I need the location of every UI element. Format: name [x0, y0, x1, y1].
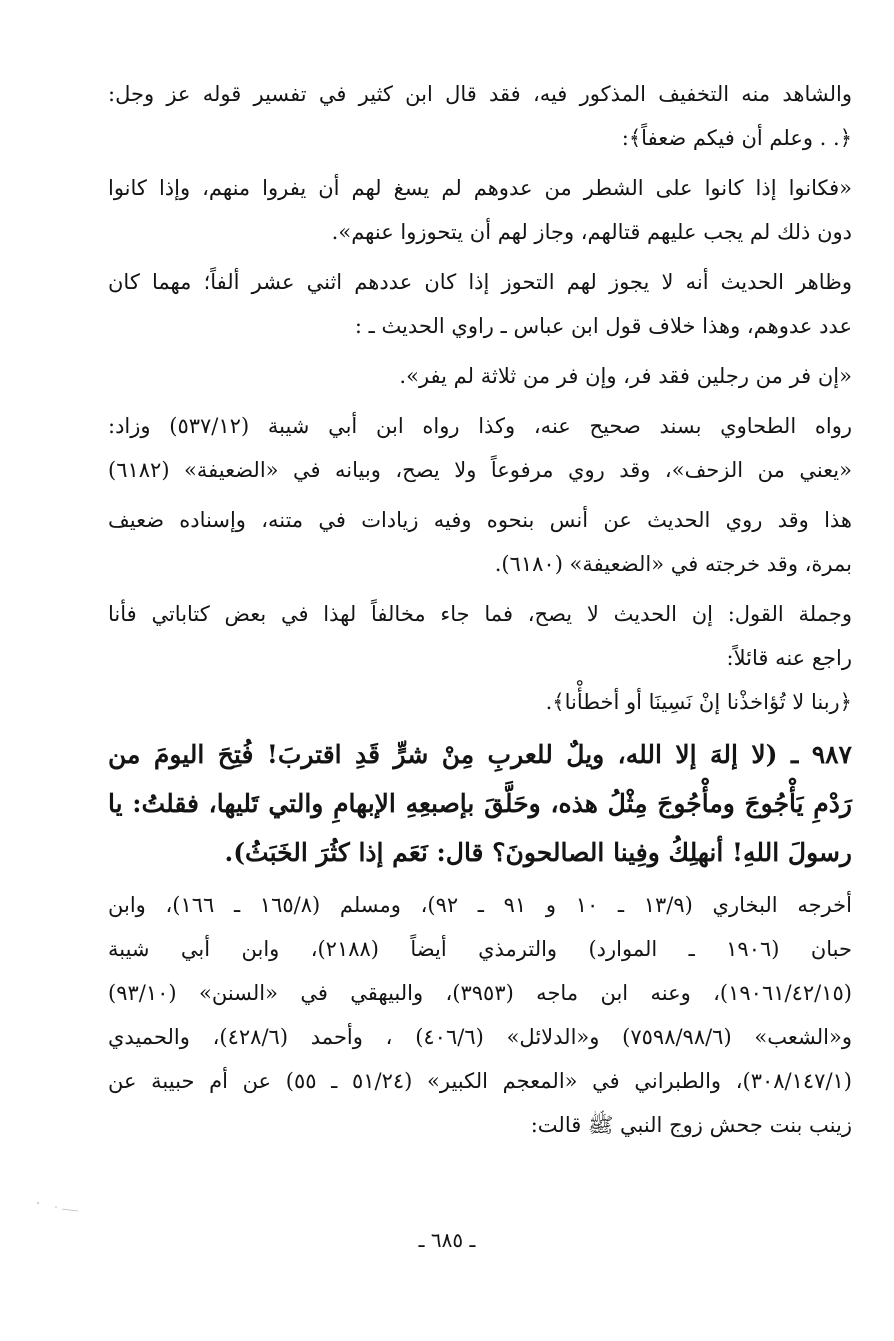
hadith-line: رسولَ اللهِ! أنهلِكُ وفِينا الصالحونَ؟ قال: نَعَم إذا كثُرَ الخَبَثُ). — [224, 838, 852, 867]
text-line: و«الشعب» (٧٥٩٨/٩٨/٦) و«الدلائل» (٤٠٦/٦) ، وأحمد (٤٢٨/٦)، والحميدي — [108, 1025, 852, 1049]
paragraph-quote-tafsir — [108, 166, 852, 254]
text-line: عدد عدوهم، وهذا خلاف قول ابن عباس ـ راوي الحديث ـ : — [354, 314, 852, 338]
text-line: هذا وقد روي الحديث عن أنس بنحوه وفيه زيادات في متنه، وإسناده ضعيف — [108, 508, 852, 532]
text-line: وجملة القول: إن الحديث لا يصح، فما جاء مخالفاً لهذا في بعض كتاباتي فأنا — [108, 602, 852, 626]
paragraph-tahawi — [108, 404, 852, 492]
text-line: (٣٠٨/١٤٧/١)، والطبراني في «المعجم الكبير» (٥١/٢٤ ـ ٥٥) عن أم حبيبة عن — [108, 1069, 852, 1093]
hadith-line: ٩٨٧ ـ (لا إلهَ إلا الله، ويلٌ للعربِ مِنْ شرٍّ قَدِ اقتربَ! فُتِحَ اليومَ من — [108, 740, 852, 769]
text-line: «فكانوا إذا كانوا على الشطر من عدوهم لم يسغ لهم أن يفروا منهم، وإذا كانوا — [108, 176, 852, 200]
text-line: بمرة، وقد خرجته في «الضعيفة» (٦١٨٠). — [494, 552, 852, 576]
text-line: أخرجه البخاري (١٣/٩ ـ ١٠ و ٩١ ـ ٩٢)، ومسلم (١٦٥/٨ ـ ١٦٦)، وابن — [108, 893, 852, 917]
paragraph-ibn-abbas-quote — [108, 354, 852, 398]
scan-specks — [34, 1198, 82, 1216]
text-line: «إن فر من رجلين فقد فر، وإن فر من ثلاثة لم يفر». — [399, 364, 852, 388]
paragraph-ibn-kathir — [108, 72, 852, 160]
quran-verse: ﴿ربنا لا تُؤاخذْنا إنْ نَسِينَا أو أخطأْنا﴾. — [545, 690, 852, 714]
text-line: دون ذلك لم يجب عليهم قتالهم، وجاز لهم أن يتحوزوا عنهم». — [331, 220, 852, 244]
hadith-line: رَدْمِ يَأْجُوجَ ومأْجُوجَ مِثْلُ هذه، وحَلَّقَ بإصبعِهِ الإبهامِ والتي تَليها، فقلتُ: يا — [108, 789, 852, 818]
paragraph-anas — [108, 498, 852, 586]
paragraph-zahir-hadith — [108, 260, 852, 348]
text-line: حبان (١٩٠٦ ـ الموارد) والترمذي أيضاً (٢١٨٨)، وابن أبي شيبة — [108, 937, 853, 961]
text-line: والشاهد منه التخفيف المذكور فيه، فقد قال ابن كثير في تفسير قوله عز وجل: — [108, 82, 852, 106]
text-line: زينب بنت جحش زوج النبي ﷺ قالت: — [530, 1113, 852, 1137]
text-line: راجع عنه قائلاً: — [726, 646, 852, 670]
hadith-987 — [108, 730, 852, 877]
text-line: رواه الطحاوي بسند صحيح عنه، وكذا رواه ابن أبي شيبة (٥٣٧/١٢) وزاد: — [108, 414, 852, 438]
page-body — [108, 72, 852, 1147]
page-number: ـ ٦٨٥ ـ — [418, 1228, 476, 1252]
paragraph-takhrij — [108, 883, 852, 1147]
text-line: (١٩٠٦١/٤٢/١٥)، وعنه ابن ماجه (٣٩٥٣)، والبيهقي في «السنن» (٩٣/١٠) — [108, 981, 852, 1005]
text-line: وظاهر الحديث أنه لا يجوز لهم التحوز إذا كان عددهم اثني عشر ألفاً؛ مهما كان — [108, 270, 852, 294]
paragraph-conclusion — [108, 592, 852, 724]
text-line: «يعني من الزحف»، وقد روي مرفوعاً ولا يصح، وبيانه في «الضعيفة» (٦١٨٢) — [108, 458, 852, 482]
quran-verse: ﴿. . وعلم أن فيكم ضعفاً﴾: — [621, 126, 852, 150]
